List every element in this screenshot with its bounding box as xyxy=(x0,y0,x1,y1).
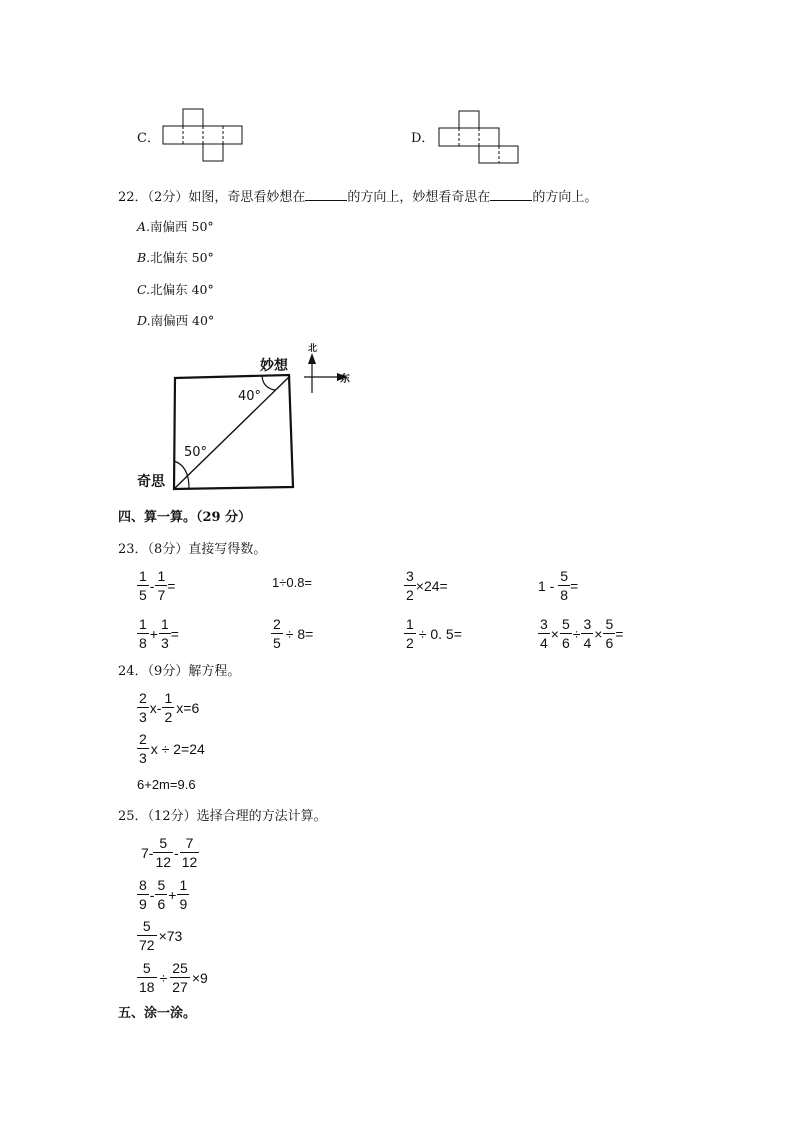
equals: = xyxy=(570,577,579,594)
option-letter: D. xyxy=(137,313,151,328)
fraction xyxy=(137,918,157,953)
fraction xyxy=(137,616,149,651)
option-d-label: D． xyxy=(411,131,435,146)
denominator: 27 xyxy=(172,979,188,995)
fraction xyxy=(271,616,283,651)
option-d-cube-net xyxy=(438,110,520,164)
fraction xyxy=(155,568,167,603)
denominator: 9 xyxy=(179,896,188,912)
operator: - xyxy=(149,886,155,903)
denominator: 4 xyxy=(583,635,592,651)
q25-expr-1 xyxy=(141,835,199,870)
option-text: 南偏西 50° xyxy=(150,219,214,234)
q22-option-d[interactable] xyxy=(137,313,214,329)
section-5-title: 五、涂一涂。 xyxy=(118,1006,197,1021)
denominator: 12 xyxy=(155,854,172,870)
denominator: 6 xyxy=(605,635,614,651)
q23-score: （8分） xyxy=(147,542,189,557)
q24-stem xyxy=(118,664,240,680)
q25-number: 25． xyxy=(118,809,148,824)
section-4-title: 四、算一算。（29 分） xyxy=(118,510,252,525)
numerator: 25 xyxy=(172,960,188,976)
angle-arc-bottom xyxy=(174,461,189,488)
denominator: 9 xyxy=(139,896,147,912)
fraction xyxy=(162,690,174,725)
numerator: 7 xyxy=(185,835,194,851)
denominator: 3 xyxy=(139,750,147,766)
fraction xyxy=(137,731,149,766)
numerator: 3 xyxy=(583,616,592,632)
option-text: 南偏西 40° xyxy=(150,313,215,328)
q22-stem-part-c: 的方向上。 xyxy=(532,190,598,205)
denominator: 6 xyxy=(561,635,570,651)
q24-equation-3: 6+2m=9.6 xyxy=(137,777,196,792)
fraction xyxy=(159,616,171,651)
numerator: 1 xyxy=(164,690,173,706)
denominator: 6 xyxy=(157,896,166,912)
operator: - xyxy=(174,844,179,861)
option-letter: B. xyxy=(137,250,151,265)
angle-arc-top xyxy=(262,376,275,390)
q23-expr-2: 1÷0.8= xyxy=(272,575,313,590)
fraction xyxy=(538,616,550,651)
north-arrow-head xyxy=(308,353,316,364)
option-text: 北偏东 40° xyxy=(150,282,214,297)
numerator: 8 xyxy=(139,877,147,893)
fraction xyxy=(137,690,149,725)
denominator: 5 xyxy=(273,635,281,651)
expr-tail: ×73 xyxy=(158,927,183,944)
option-text: 北偏东 50° xyxy=(150,250,214,265)
q23-stem xyxy=(118,542,266,558)
q22-number: 22． xyxy=(118,190,148,205)
denominator: 5 xyxy=(139,587,147,603)
fraction xyxy=(137,877,149,912)
numerator: 1 xyxy=(179,877,188,893)
q23-expr-7 xyxy=(404,616,462,651)
numerator: 1 xyxy=(139,616,147,632)
expr-head: 7- xyxy=(141,844,154,861)
q25-score: （12分） xyxy=(147,809,197,824)
q22-blank-2[interactable] xyxy=(490,188,532,201)
diagonal-line xyxy=(174,376,290,489)
denominator: 2 xyxy=(406,587,414,603)
q22-option-c[interactable] xyxy=(137,282,214,298)
q23-expr-8 xyxy=(538,616,623,651)
q24-stem-text: 解方程。 xyxy=(188,664,241,679)
q22-stem-part-b: 的方向上，妙想看奇思在 xyxy=(347,190,491,205)
expr-tail: x=6 xyxy=(176,699,200,716)
fraction xyxy=(153,835,173,870)
numerator: 5 xyxy=(561,616,570,632)
miaoxiang-label: 妙想 xyxy=(260,358,288,374)
q22-stem xyxy=(118,188,597,206)
denominator: 2 xyxy=(406,635,414,651)
q22-direction-figure xyxy=(134,338,359,498)
fraction xyxy=(177,877,189,912)
numerator: 2 xyxy=(273,616,281,632)
numerator: 5 xyxy=(605,616,614,632)
fraction xyxy=(170,960,190,995)
numerator: 5 xyxy=(142,960,151,976)
equals: = xyxy=(615,625,624,642)
denominator: 8 xyxy=(139,635,147,651)
q23-expr-1 xyxy=(137,568,175,603)
fraction xyxy=(581,616,593,651)
q24-equation-2 xyxy=(137,731,205,766)
denominator: 2 xyxy=(164,709,173,725)
angle-40-label: 40° xyxy=(238,389,262,404)
operator: ÷ xyxy=(159,969,168,986)
q23-expr-6 xyxy=(271,616,313,651)
q23-stem-text: 直接写得数。 xyxy=(188,542,267,557)
q24-number: 24． xyxy=(118,664,148,679)
denominator: 4 xyxy=(540,635,548,651)
numerator: 2 xyxy=(139,690,147,706)
numerator: 5 xyxy=(142,918,151,934)
numerator: 5 xyxy=(560,568,569,584)
q25-expr-4 xyxy=(137,960,208,995)
expr-tail: ÷ 8= xyxy=(285,625,314,642)
numerator: 5 xyxy=(157,877,166,893)
q23-expr-5 xyxy=(137,616,179,651)
q23-expr-4 xyxy=(538,568,578,603)
expr-tail: ×9 xyxy=(191,969,208,986)
equals: = xyxy=(170,625,179,642)
operator: - xyxy=(149,577,155,594)
operator: + xyxy=(149,625,158,642)
numerator: 1 xyxy=(157,568,166,584)
operator: × xyxy=(550,625,559,642)
fraction xyxy=(155,877,167,912)
denominator: 12 xyxy=(181,854,198,870)
east-label: 东 xyxy=(340,374,350,385)
option-c-label: C． xyxy=(137,131,160,146)
q23-number: 23． xyxy=(118,542,148,557)
fraction xyxy=(180,835,200,870)
denominator: 18 xyxy=(139,979,155,995)
numerator: 3 xyxy=(406,568,414,584)
denominator: 72 xyxy=(139,937,155,953)
fraction xyxy=(603,616,615,651)
q22-option-b[interactable] xyxy=(137,250,214,266)
expr-tail: ÷ 0. 5= xyxy=(418,625,462,642)
option-letter: C. xyxy=(137,282,151,297)
q22-option-a[interactable] xyxy=(137,219,214,235)
operator: × xyxy=(594,625,603,642)
fraction xyxy=(558,568,570,603)
option-c-cube-net xyxy=(162,108,244,162)
q25-stem xyxy=(118,809,327,825)
qisi-label: 奇思 xyxy=(137,474,165,490)
q24-equation-1 xyxy=(137,690,199,725)
expr-head: 1 - xyxy=(538,577,559,594)
q22-score: （2分） xyxy=(147,190,189,205)
numerator: 1 xyxy=(406,616,414,632)
operator: ÷ xyxy=(572,625,581,642)
angle-50-label: 50° xyxy=(184,445,208,460)
operator: + xyxy=(168,886,177,903)
q25-stem-text: 选择合理的方法计算。 xyxy=(196,809,327,824)
fraction xyxy=(137,960,157,995)
denominator: 3 xyxy=(139,709,147,725)
equals: = xyxy=(167,577,176,594)
fraction xyxy=(137,568,149,603)
denominator: 3 xyxy=(160,635,169,651)
fraction xyxy=(560,616,572,651)
q22-blank-1[interactable] xyxy=(305,188,347,201)
north-label: 北 xyxy=(308,344,318,354)
numerator: 2 xyxy=(139,731,147,747)
denominator: 8 xyxy=(560,587,569,603)
q24-score: （9分） xyxy=(147,664,189,679)
numerator: 1 xyxy=(139,568,147,584)
q22-stem-part-a: 如图，奇思看妙想在 xyxy=(188,190,306,205)
q25-expr-2 xyxy=(137,877,189,912)
numerator: 1 xyxy=(160,616,169,632)
expr-tail: ×24= xyxy=(415,577,448,594)
numerator: 3 xyxy=(540,616,548,632)
expr-tail: x ÷ 2=24 xyxy=(150,740,205,757)
q25-expr-3 xyxy=(137,918,182,953)
expr-mid: x- xyxy=(149,699,162,716)
numerator: 5 xyxy=(159,835,168,851)
fraction xyxy=(404,568,416,603)
q23-expr-3 xyxy=(404,568,448,603)
fraction xyxy=(404,616,416,651)
denominator: 7 xyxy=(157,587,166,603)
option-letter: A. xyxy=(137,219,151,234)
